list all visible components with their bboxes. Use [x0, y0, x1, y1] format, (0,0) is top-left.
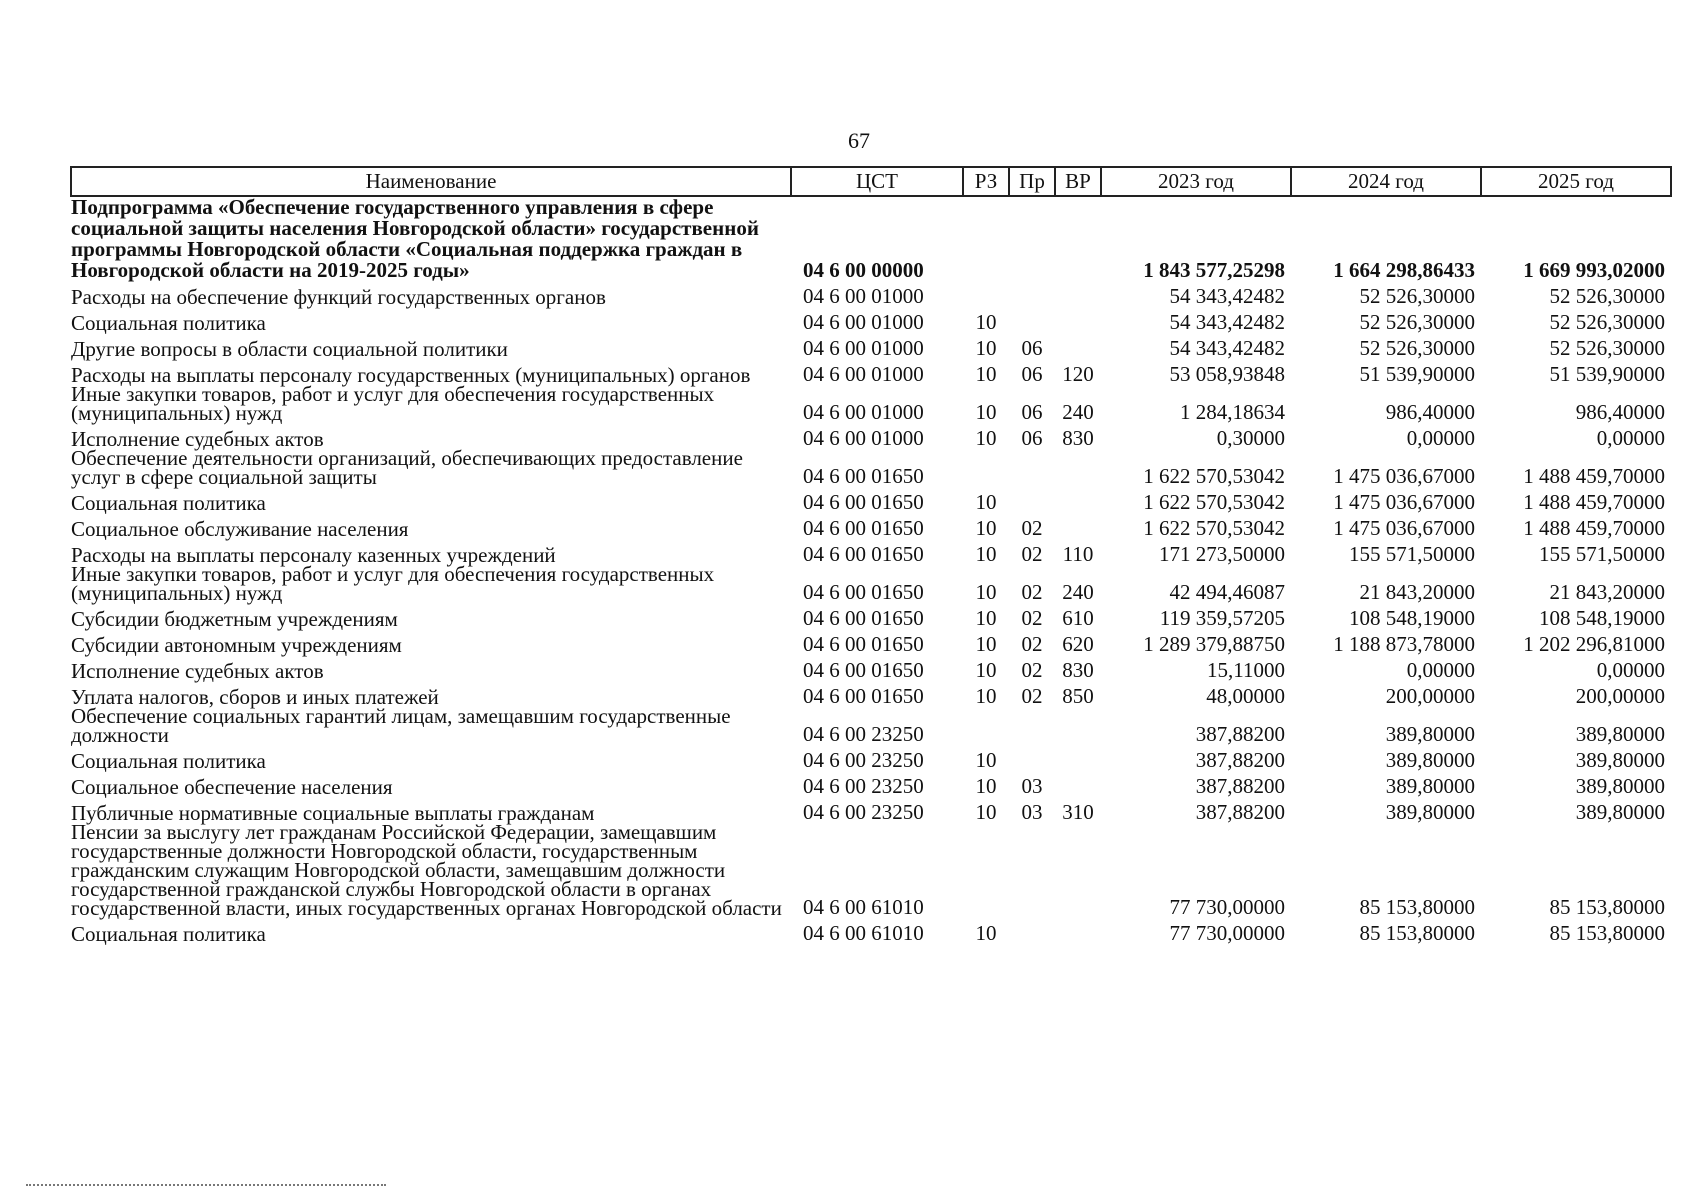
cell-vr: 120	[1062, 362, 1094, 386]
cell-pr	[1009, 823, 1055, 918]
cell-2025: 85 153,80000	[1549, 895, 1665, 919]
cell-pr: 02	[1021, 684, 1043, 708]
cell-2024: 51 539,90000	[1359, 362, 1475, 386]
cell-2023: 77 730,00000	[1169, 921, 1285, 945]
cell-name: Субсидии автономным учреждениям	[71, 633, 402, 657]
cell-rz: 10	[975, 580, 997, 604]
cell-vr	[1055, 707, 1101, 745]
table-header	[71, 167, 1671, 196]
cell-2023: 1 622 570,53042	[1143, 516, 1285, 540]
cell-2025: 1 488 459,70000	[1523, 516, 1665, 540]
cell-rz	[963, 449, 1009, 487]
cell-2025: 1 488 459,70000	[1523, 464, 1665, 488]
cell-pr	[1009, 449, 1055, 487]
table-row	[71, 918, 1671, 944]
cell-pr	[1009, 745, 1055, 771]
cell-2024: 200,00000	[1385, 684, 1475, 708]
header-2024: 2024 год	[1291, 167, 1481, 196]
cell-name: Обеспечение социальных гарантий лицам, замещавшим государственные должности	[71, 704, 731, 747]
cell-rz	[963, 196, 1009, 281]
table-row	[71, 655, 1671, 681]
cell-2023: 0,30000	[1216, 426, 1285, 450]
cell-rz: 10	[975, 400, 997, 424]
cell-2023: 48,00000	[1206, 684, 1285, 708]
budget-table	[70, 166, 1672, 944]
cell-2025: 0,00000	[1596, 426, 1665, 450]
cell-cst: 04 6 00 01650	[803, 542, 924, 566]
cell-rz: 10	[975, 310, 997, 334]
table-row	[71, 281, 1671, 307]
cell-name: Пенсии за выслугу лет гражданам Российской Федерации, замещавшим государственные должности Новгородской области, государственным гражданским служащим Новгородской области, замещавшим должности государственной гражданской службы Новгородской области в органах государственной власти, иных государственных органах Новгородской области	[71, 820, 782, 920]
cell-cst: 04 6 00 61010	[803, 895, 924, 919]
cell-vr: 240	[1062, 580, 1094, 604]
cell-2025: 21 843,20000	[1549, 580, 1665, 604]
table-row	[71, 333, 1671, 359]
cell-cst: 04 6 00 01000	[803, 426, 924, 450]
cell-vr	[1055, 513, 1101, 539]
cell-2024: 389,80000	[1385, 722, 1475, 746]
table-row	[71, 823, 1671, 918]
table-row	[71, 449, 1671, 487]
cell-pr: 02	[1021, 580, 1043, 604]
cell-vr: 620	[1062, 632, 1094, 656]
cell-2023: 54 343,42482	[1169, 336, 1285, 360]
cell-vr: 610	[1062, 606, 1094, 630]
cell-vr: 310	[1062, 800, 1094, 824]
cell-name: Социальное обслуживание населения	[71, 517, 409, 541]
cell-rz: 10	[975, 921, 997, 945]
cell-2025: 155 571,50000	[1539, 542, 1665, 566]
cell-cst: 04 6 00 01650	[803, 490, 924, 514]
cell-vr	[1055, 449, 1101, 487]
cell-2025: 0,00000	[1596, 658, 1665, 682]
cell-cst: 04 6 00 01650	[803, 606, 924, 630]
table-row	[71, 513, 1671, 539]
cell-rz: 10	[975, 800, 997, 824]
cell-rz: 10	[975, 632, 997, 656]
cell-rz: 10	[975, 516, 997, 540]
table-body	[71, 196, 1671, 944]
cell-pr	[1009, 707, 1055, 745]
cell-2023: 54 343,42482	[1169, 310, 1285, 334]
cell-2023: 42 494,46087	[1169, 580, 1285, 604]
cell-2023: 387,88200	[1195, 722, 1285, 746]
cell-rz: 10	[975, 362, 997, 386]
cell-name: Расходы на обеспечение функций государственных органов	[71, 285, 606, 309]
header-vr: ВР	[1055, 167, 1101, 196]
cell-vr	[1055, 281, 1101, 307]
cell-vr	[1055, 918, 1101, 944]
cell-2023: 171 273,50000	[1159, 542, 1285, 566]
cell-cst: 04 6 00 01650	[803, 516, 924, 540]
cell-rz: 10	[975, 490, 997, 514]
cell-2023: 387,88200	[1195, 748, 1285, 772]
cell-rz	[963, 281, 1009, 307]
cell-2023: 387,88200	[1195, 774, 1285, 798]
cell-vr: 830	[1062, 426, 1094, 450]
cell-2024: 389,80000	[1385, 774, 1475, 798]
cell-cst: 04 6 00 01650	[803, 464, 924, 488]
cell-pr	[1009, 307, 1055, 333]
cell-name: Подпрограмма «Обеспечение государственного управления в сфере социальной защиты населения Новгородской области» государственной программы Новгородской области «Социальная поддержка граждан в Новгородской области на 2019-2025 годы»	[71, 195, 759, 282]
cell-pr	[1009, 487, 1055, 513]
cell-name: Субсидии бюджетным учреждениям	[71, 607, 398, 631]
cell-cst: 04 6 00 23250	[803, 748, 924, 772]
cell-2025: 52 526,30000	[1549, 284, 1665, 308]
cell-2024: 1 475 036,67000	[1333, 490, 1475, 514]
cell-2025: 389,80000	[1575, 800, 1665, 824]
cell-2024: 155 571,50000	[1349, 542, 1475, 566]
table-row	[71, 307, 1671, 333]
cell-2025: 51 539,90000	[1549, 362, 1665, 386]
cell-pr: 02	[1021, 516, 1043, 540]
cell-vr	[1055, 745, 1101, 771]
cell-cst: 04 6 00 01650	[803, 684, 924, 708]
cell-cst: 04 6 00 23250	[803, 722, 924, 746]
cell-2023: 1 284,18634	[1180, 400, 1285, 424]
cell-name: Расходы на выплаты персоналу казенных учреждений	[71, 543, 556, 567]
cell-2024: 986,40000	[1385, 400, 1475, 424]
cell-2025: 200,00000	[1575, 684, 1665, 708]
cell-pr: 06	[1021, 362, 1043, 386]
cell-pr: 02	[1021, 632, 1043, 656]
cell-pr: 03	[1021, 774, 1043, 798]
cell-pr: 06	[1021, 426, 1043, 450]
cell-vr: 110	[1062, 542, 1094, 566]
cell-pr	[1009, 281, 1055, 307]
cell-cst: 04 6 00 01000	[803, 362, 924, 386]
cell-rz: 10	[975, 426, 997, 450]
header-2025: 2025 год	[1481, 167, 1671, 196]
cell-rz	[963, 823, 1009, 918]
cell-2023: 77 730,00000	[1169, 895, 1285, 919]
cell-name: Расходы на выплаты персоналу государственных (муниципальных) органов	[71, 363, 751, 387]
cell-cst: 04 6 00 01650	[803, 632, 924, 656]
cell-rz: 10	[975, 748, 997, 772]
cell-cst: 04 6 00 23250	[803, 774, 924, 798]
cell-name: Социальная политика	[71, 491, 266, 515]
cell-name: Социальная политика	[71, 311, 266, 335]
cell-2024: 85 153,80000	[1359, 921, 1475, 945]
footer-divider	[26, 1184, 386, 1186]
cell-name: Иные закупки товаров, работ и услуг для обеспечения государственных (муниципальных) нужд	[71, 562, 715, 605]
cell-2025: 1 488 459,70000	[1523, 490, 1665, 514]
cell-name: Публичные нормативные социальные выплаты гражданам	[71, 801, 595, 825]
cell-cst: 04 6 00 01000	[803, 400, 924, 424]
cell-rz: 10	[975, 542, 997, 566]
cell-vr: 240	[1062, 400, 1094, 424]
cell-2025: 986,40000	[1575, 400, 1665, 424]
cell-2024: 1 475 036,67000	[1333, 516, 1475, 540]
cell-cst: 04 6 00 01000	[803, 310, 924, 334]
cell-cst: 04 6 00 23250	[803, 800, 924, 824]
cell-rz	[963, 707, 1009, 745]
cell-2024: 52 526,30000	[1359, 336, 1475, 360]
cell-2023: 1 622 570,53042	[1143, 490, 1285, 514]
table-row	[71, 487, 1671, 513]
cell-2023: 387,88200	[1195, 800, 1285, 824]
table-row	[71, 707, 1671, 745]
cell-pr: 06	[1021, 336, 1043, 360]
cell-cst: 04 6 00 01000	[803, 336, 924, 360]
header-cst: ЦСТ	[791, 167, 963, 196]
cell-2025: 389,80000	[1575, 748, 1665, 772]
cell-2023: 53 058,93848	[1169, 362, 1285, 386]
cell-name: Социальная политика	[71, 749, 266, 773]
cell-2024: 0,00000	[1406, 658, 1475, 682]
table-row	[71, 771, 1671, 797]
cell-name: Социальная политика	[71, 922, 266, 946]
cell-name: Уплата налогов, сборов и иных платежей	[71, 685, 439, 709]
cell-2024: 389,80000	[1385, 748, 1475, 772]
cell-2025: 389,80000	[1575, 774, 1665, 798]
header-pr: Пр	[1009, 167, 1055, 196]
cell-2025: 1 202 296,81000	[1523, 632, 1665, 656]
table-row	[71, 603, 1671, 629]
header-name: Наименование	[71, 167, 791, 196]
cell-vr	[1055, 487, 1101, 513]
cell-pr: 02	[1021, 658, 1043, 682]
header-2023: 2023 год	[1101, 167, 1291, 196]
table-row	[71, 565, 1671, 603]
cell-cst: 04 6 00 01650	[803, 658, 924, 682]
cell-vr	[1055, 333, 1101, 359]
cell-name: Иные закупки товаров, работ и услуг для обеспечения государственных (муниципальных) нужд	[71, 382, 715, 425]
cell-2024: 1 664 298,86433	[1333, 258, 1475, 282]
cell-2023: 54 343,42482	[1169, 284, 1285, 308]
cell-vr	[1055, 771, 1101, 797]
cell-2024: 1 188 873,78000	[1333, 632, 1475, 656]
cell-vr: 830	[1062, 658, 1094, 682]
table-row	[71, 385, 1671, 423]
cell-cst: 04 6 00 61010	[803, 921, 924, 945]
cell-pr	[1009, 196, 1055, 281]
table-row	[71, 196, 1671, 281]
cell-2024: 389,80000	[1385, 800, 1475, 824]
cell-cst: 04 6 00 01000	[803, 284, 924, 308]
cell-vr	[1055, 307, 1101, 333]
cell-pr	[1009, 918, 1055, 944]
cell-2024: 0,00000	[1406, 426, 1475, 450]
table-row	[71, 745, 1671, 771]
cell-2025: 52 526,30000	[1549, 336, 1665, 360]
cell-2025: 52 526,30000	[1549, 310, 1665, 334]
cell-pr: 02	[1021, 606, 1043, 630]
table-row	[71, 629, 1671, 655]
cell-vr: 850	[1062, 684, 1094, 708]
cell-pr: 06	[1021, 400, 1043, 424]
cell-2023: 1 622 570,53042	[1143, 464, 1285, 488]
cell-rz: 10	[975, 684, 997, 708]
cell-2023: 1 289 379,88750	[1143, 632, 1285, 656]
header-rz: РЗ	[963, 167, 1009, 196]
cell-rz: 10	[975, 606, 997, 630]
cell-name: Другие вопросы в области социальной политики	[71, 337, 508, 361]
cell-name: Исполнение судебных актов	[71, 659, 324, 683]
cell-name: Обеспечение деятельности организаций, обеспечивающих предоставление услуг в сфере социальной защиты	[71, 446, 743, 489]
cell-2025: 108 548,19000	[1539, 606, 1665, 630]
cell-2024: 21 843,20000	[1359, 580, 1475, 604]
cell-2024: 1 475 036,67000	[1333, 464, 1475, 488]
cell-2024: 52 526,30000	[1359, 284, 1475, 308]
cell-2025: 1 669 993,02000	[1523, 258, 1665, 282]
cell-cst: 04 6 00 01650	[803, 580, 924, 604]
cell-name: Социальное обеспечение населения	[71, 775, 393, 799]
cell-rz: 10	[975, 336, 997, 360]
cell-name: Исполнение судебных актов	[71, 427, 324, 451]
cell-vr	[1055, 823, 1101, 918]
cell-cst: 04 6 00 00000	[803, 258, 924, 282]
cell-2023: 15,11000	[1207, 658, 1285, 682]
cell-rz: 10	[975, 658, 997, 682]
cell-2023: 1 843 577,25298	[1143, 258, 1285, 282]
cell-vr	[1055, 196, 1101, 281]
cell-2024: 85 153,80000	[1359, 895, 1475, 919]
cell-2023: 119 359,57205	[1159, 606, 1285, 630]
cell-rz: 10	[975, 774, 997, 798]
cell-pr: 03	[1021, 800, 1043, 824]
cell-2024: 52 526,30000	[1359, 310, 1475, 334]
cell-2025: 85 153,80000	[1549, 921, 1665, 945]
page-number: 67	[848, 128, 870, 153]
cell-2024: 108 548,19000	[1349, 606, 1475, 630]
cell-pr: 02	[1021, 542, 1043, 566]
cell-2025: 389,80000	[1575, 722, 1665, 746]
